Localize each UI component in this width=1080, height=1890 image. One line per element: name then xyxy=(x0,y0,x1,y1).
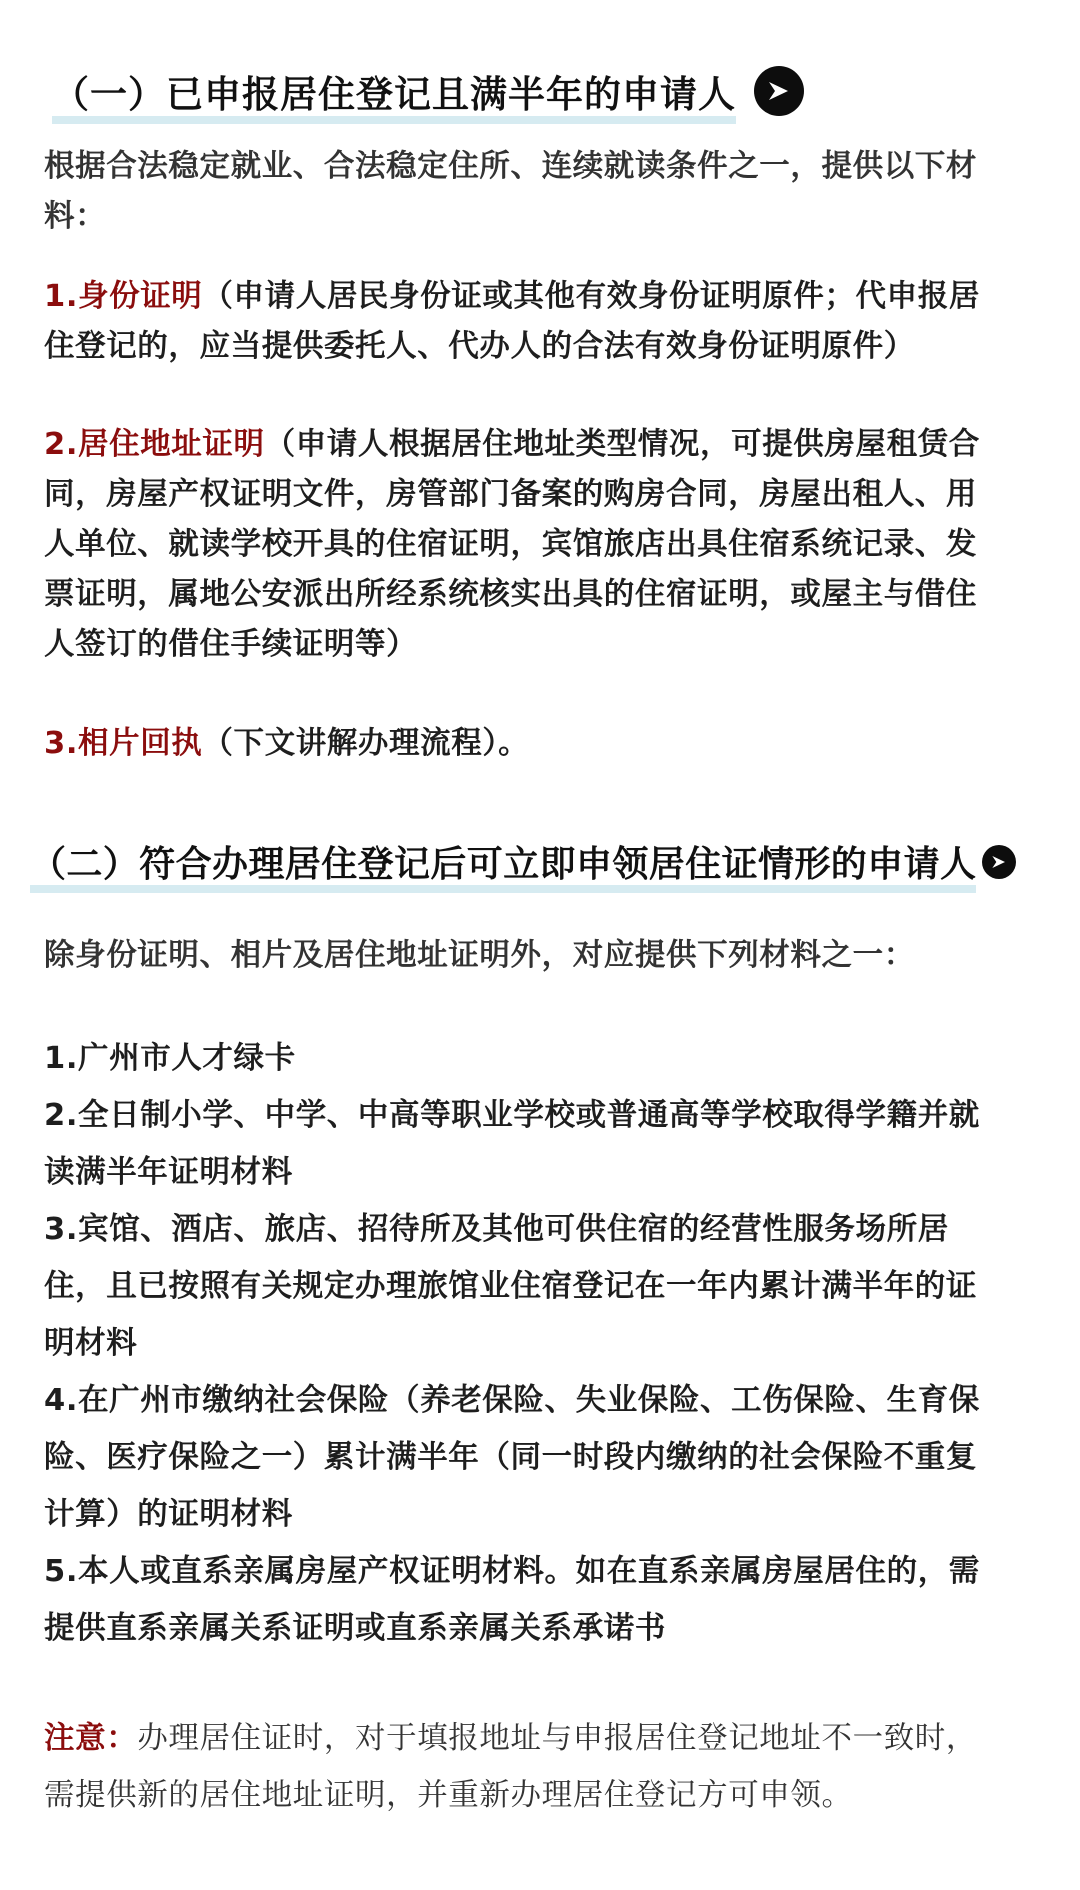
section1-heading-label: （一）已申报居住登记且满半年的申请人 xyxy=(52,73,736,116)
list-item: 4.在广州市缴纳社会保险（养老保险、失业保险、工伤保险、生育保险、医疗保险之一）累计满半年（同一时段内缴纳的社会保险不重复计算）的证明材料 xyxy=(44,1383,980,1532)
section2-heading xyxy=(30,836,1016,887)
item-label: 2.居住地址证明 xyxy=(44,427,265,462)
note-paragraph xyxy=(44,1710,1004,1824)
section1-item-photo xyxy=(44,719,1004,769)
section2-heading-label: （二）符合办理居住登记后可立即申领居住证情形的申请人 xyxy=(30,844,977,885)
note-label: 注意： xyxy=(44,1721,138,1756)
section1-item-identity xyxy=(44,272,1004,372)
heading-underline xyxy=(52,116,736,124)
section1-intro: 根据合法稳定就业、合法稳定住所、连续就读条件之一，提供以下材料： xyxy=(44,149,977,234)
section2-intro: 除身份证明、相片及居住地址证明外，对应提供下列材料之一： xyxy=(44,938,915,973)
arrow-right-circle-icon xyxy=(982,845,1016,879)
list-item: 3.宾馆、酒店、旅店、招待所及其他可供住宿的经营性服务场所居住，且已按照有关规定办理旅馆业住宿登记在一年内累计满半年的证明材料 xyxy=(44,1212,977,1361)
section1-heading-text xyxy=(52,64,736,118)
section1-item-address xyxy=(44,420,1004,670)
list-item: 1.广州市人才绿卡 xyxy=(44,1041,296,1076)
list-item: 2.全日制小学、中学、中高等职业学校或普通高等学校取得学籍并就读满半年证明材料 xyxy=(44,1098,980,1190)
section1-heading xyxy=(52,64,804,118)
item-detail: （申请人居民身份证或其他有效身份证明原件；代申报居住登记的，应当提供委托人、代办人的合法有效身份证明原件） xyxy=(44,279,980,364)
section2-list xyxy=(44,1030,1004,1657)
item-detail: （下文讲解办理流程）。 xyxy=(202,726,530,761)
heading-underline xyxy=(30,885,976,893)
note-text: 办理居住证时，对于填报地址与申报居住登记地址不一致时，需提供新的居住地址证明，并重新办理居住登记方可申领。 xyxy=(44,1721,978,1813)
item-detail: （申请人根据居住地址类型情况，可提供房屋租赁合同，房屋产权证明文件，房管部门备案的购房合同，房屋出租人、用人单位、就读学校开具的住宿证明，宾馆旅店出具住宿系统记录、发票证明，属地公安派出所经系统核实出具的住宿证明，或屋主与借住人签订的借住手续证明等） xyxy=(44,427,980,662)
item-label: 1.身份证明 xyxy=(44,279,203,314)
arrow-right-circle-icon xyxy=(754,66,804,116)
section2-heading-text xyxy=(30,836,976,887)
item-label: 3.相片回执 xyxy=(44,726,203,761)
list-item: 5.本人或直系亲属房屋产权证明材料。如在直系亲属房屋居住的，需提供直系亲属关系证明或直系亲属关系承诺书 xyxy=(44,1554,980,1646)
